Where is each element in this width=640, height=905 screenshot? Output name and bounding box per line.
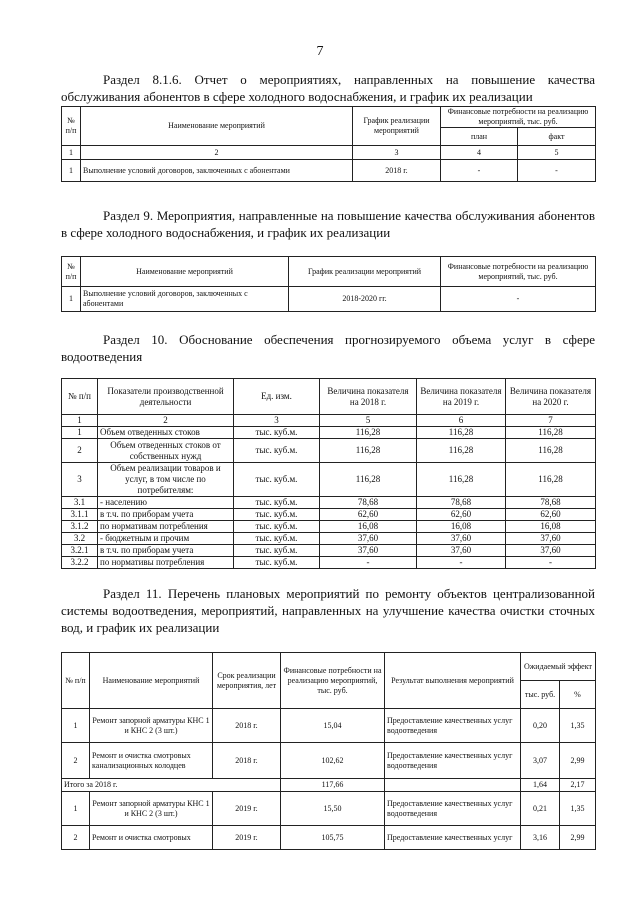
table-row — [62, 545, 596, 557]
cell-2018: 16,08 — [320, 521, 417, 533]
cell-term: 2019 г. — [213, 826, 281, 850]
cell-num: 1 — [62, 287, 81, 312]
table-8-1-6 — [61, 106, 596, 182]
col-num-header: № п/п — [62, 257, 81, 287]
cell-unit: тыс. куб.м. — [234, 497, 320, 509]
cell-2020: 116,28 — [506, 427, 596, 439]
table-row — [62, 743, 596, 779]
cell-total-rub: 1,64 — [521, 779, 560, 792]
cell-result: Предоставление качественных услуг — [385, 826, 521, 850]
cell-2019: 37,60 — [417, 545, 506, 557]
cell-pct: 2,99 — [560, 743, 596, 779]
cell-2020: 78,68 — [506, 497, 596, 509]
cell-pct: 2,99 — [560, 826, 596, 850]
cell-2019: - — [417, 557, 506, 569]
cell-name: Объем отведенных стоков от собственных нужд — [98, 439, 234, 463]
cell-name: - бюджетным и прочим — [98, 533, 234, 545]
cell-2019: 116,28 — [417, 439, 506, 463]
section-9-heading: Раздел 9. Мероприятия, направленные на повышение качества обслуживания абонентов в сфере холодного водоснабжения, и график их реализации — [61, 208, 595, 240]
cell-fact: - — [518, 160, 596, 182]
cell-num: 3.2.1 — [62, 545, 98, 557]
cell-name: по нормативы потребления — [98, 557, 234, 569]
col-fin-header: Финансовые потребности на реализацию мероприятий, тыс. руб. — [441, 257, 596, 287]
cell-fin: 15,50 — [281, 792, 385, 826]
table-9 — [61, 256, 596, 312]
cell-2018: 116,28 — [320, 439, 417, 463]
section-10-heading: Раздел 10. Обоснование обеспечения прогнозируемого объема услуг в сфере водоотведения — [61, 332, 595, 364]
col-effect-header: Ожидаемый эффект — [521, 653, 596, 681]
cell-pct: 1,35 — [560, 709, 596, 743]
col-name-header: Наименование мероприятий — [81, 257, 289, 287]
col-schedule-header: График реализации мероприятий — [289, 257, 441, 287]
table-row — [62, 287, 596, 312]
cell-total-result — [385, 779, 521, 792]
table-row — [62, 826, 596, 850]
table-row — [62, 427, 596, 439]
table-total-row — [62, 779, 596, 792]
col-name-header: Наименование мероприятий — [90, 653, 213, 709]
col-pct-header: % — [560, 681, 596, 709]
cell-num: 1 — [62, 160, 81, 182]
cell-name: Объем отведенных стоков — [98, 427, 234, 439]
cell-2018: 62,60 — [320, 509, 417, 521]
cell-name: Выполнение условий договоров, заключенных с абонентами — [81, 287, 289, 312]
cell-num: 2 — [62, 439, 98, 463]
col-unit-header: Ед. изм. — [234, 379, 320, 415]
cell-schedule: 2018-2020 гг. — [289, 287, 441, 312]
cell-rub: 0,21 — [521, 792, 560, 826]
cell-2020: 62,60 — [506, 509, 596, 521]
cell-unit: тыс. куб.м. — [234, 439, 320, 463]
cell-term: 2019 г. — [213, 792, 281, 826]
col-fact-header: факт — [518, 128, 596, 146]
cell-num: 2 — [62, 743, 90, 779]
cell-2019: 116,28 — [417, 427, 506, 439]
cell-total-pct: 2,17 — [560, 779, 596, 792]
cell-name: Ремонт запорной арматуры КНС 1 и КНС 2 (3 шт.) — [90, 709, 213, 743]
cell-2020: - — [506, 557, 596, 569]
cell-fin: 102,62 — [281, 743, 385, 779]
table-row — [62, 557, 596, 569]
table-row — [62, 533, 596, 545]
cell-unit: тыс. куб.м. — [234, 533, 320, 545]
cell-2018: 78,68 — [320, 497, 417, 509]
cell-name: Выполнение условий договоров, заключенных с абонентами — [81, 160, 353, 182]
cell-fin: 105,75 — [281, 826, 385, 850]
index-cell: 3 — [234, 415, 320, 427]
cell-result: Предоставление качественных услуг водоотведения — [385, 709, 521, 743]
table-10 — [61, 378, 596, 569]
cell-num: 3.2.2 — [62, 557, 98, 569]
cell-schedule: 2018 г. — [353, 160, 441, 182]
cell-num: 3.2 — [62, 533, 98, 545]
col-schedule-header: График реализации мероприятий — [353, 107, 441, 146]
cell-num: 3.1 — [62, 497, 98, 509]
cell-fin: 15,04 — [281, 709, 385, 743]
col-term-header: Срок реализации мероприятия, лет — [213, 653, 281, 709]
index-cell: 3 — [353, 146, 441, 160]
cell-result: Предоставление качественных услуг водоотведения — [385, 743, 521, 779]
cell-2019: 62,60 — [417, 509, 506, 521]
cell-name: Ремонт запорной арматуры КНС 1 и КНС 2 (3 шт.) — [90, 792, 213, 826]
table-row — [62, 497, 596, 509]
table-row — [62, 160, 596, 182]
cell-2019: 16,08 — [417, 521, 506, 533]
index-cell: 1 — [62, 146, 81, 160]
col-fin-header: Финансовые потребности на реализацию мероприятий, тыс. руб. — [441, 107, 596, 128]
col-name-header: Наименование мероприятий — [81, 107, 353, 146]
cell-2018: - — [320, 557, 417, 569]
cell-unit: тыс. куб.м. — [234, 557, 320, 569]
cell-2020: 116,28 — [506, 463, 596, 497]
cell-2020: 37,60 — [506, 533, 596, 545]
cell-2019: 78,68 — [417, 497, 506, 509]
col-indicator-header: Показатели производственной деятельности — [98, 379, 234, 415]
cell-unit: тыс. куб.м. — [234, 427, 320, 439]
index-cell: 7 — [506, 415, 596, 427]
cell-num: 3.1.1 — [62, 509, 98, 521]
cell-num: 3 — [62, 463, 98, 497]
cell-unit: тыс. куб.м. — [234, 463, 320, 497]
cell-unit: тыс. куб.м. — [234, 545, 320, 557]
cell-num: 1 — [62, 709, 90, 743]
index-cell: 6 — [417, 415, 506, 427]
cell-unit: тыс. куб.м. — [234, 521, 320, 533]
page-number: 7 — [316, 44, 324, 59]
cell-name: в т.ч. по приборам учета — [98, 509, 234, 521]
table-row — [62, 509, 596, 521]
col-plan-header: план — [441, 128, 518, 146]
index-cell: 2 — [81, 146, 353, 160]
col-2019-header: Величина показателя на 2019 г. — [417, 379, 506, 415]
cell-fin: - — [441, 287, 596, 312]
index-cell: 5 — [320, 415, 417, 427]
cell-2018: 116,28 — [320, 427, 417, 439]
cell-rub: 3,07 — [521, 743, 560, 779]
table-row — [62, 463, 596, 497]
cell-2019: 37,60 — [417, 533, 506, 545]
cell-2020: 116,28 — [506, 439, 596, 463]
cell-total-fin: 117,66 — [281, 779, 385, 792]
col-2018-header: Величина показателя на 2018 г. — [320, 379, 417, 415]
table-row — [62, 792, 596, 826]
index-cell: 1 — [62, 415, 98, 427]
cell-2019: 116,28 — [417, 463, 506, 497]
table-11 — [61, 652, 596, 850]
col-2020-header: Величина показателя на 2020 г. — [506, 379, 596, 415]
cell-2018: 116,28 — [320, 463, 417, 497]
cell-name: Объем реализации товаров и услуг, в том числе по потребителям: — [98, 463, 234, 497]
cell-name: по нормативам потребления — [98, 521, 234, 533]
col-fin-header: Финансовые потребности на реализацию мероприятий, тыс. руб. — [281, 653, 385, 709]
cell-unit: тыс. куб.м. — [234, 509, 320, 521]
col-num-header: № п/п — [62, 653, 90, 709]
col-num-header: № п/п — [62, 379, 98, 415]
index-cell: 2 — [98, 415, 234, 427]
cell-2020: 37,60 — [506, 545, 596, 557]
cell-num: 2 — [62, 826, 90, 850]
cell-name: Ремонт и очистка смотровых канализационных колодцев — [90, 743, 213, 779]
cell-total-label: Итого за 2018 г. — [62, 779, 281, 792]
section-8-1-6-heading: Раздел 8.1.6. Отчет о мероприятиях, направленных на повышение качества обслуживания абонентов в сфере холодного водоснабжения, и график их реализации — [61, 72, 595, 104]
cell-term: 2018 г. — [213, 709, 281, 743]
cell-2018: 37,60 — [320, 533, 417, 545]
col-rub-header: тыс. руб. — [521, 681, 560, 709]
cell-plan: - — [441, 160, 518, 182]
index-cell: 5 — [518, 146, 596, 160]
cell-rub: 0,20 — [521, 709, 560, 743]
table-row — [62, 521, 596, 533]
col-num-header: № п/п — [62, 107, 81, 146]
cell-name: Ремонт и очистка смотровых — [90, 826, 213, 850]
cell-pct: 1,35 — [560, 792, 596, 826]
table-row — [62, 439, 596, 463]
cell-name: - населению — [98, 497, 234, 509]
table-row — [62, 709, 596, 743]
cell-name: в т.ч. по приборам учета — [98, 545, 234, 557]
cell-rub: 3,16 — [521, 826, 560, 850]
col-result-header: Результат выполнения мероприятий — [385, 653, 521, 709]
section-11-heading: Раздел 11. Перечень плановых мероприятий по ремонту объектов централизованной системы водоотведения, мероприятий, направленных на улучшение качества очистки сточных вод, и график их реализации — [61, 586, 595, 635]
cell-num: 1 — [62, 792, 90, 826]
index-cell: 4 — [441, 146, 518, 160]
cell-2018: 37,60 — [320, 545, 417, 557]
cell-term: 2018 г. — [213, 743, 281, 779]
cell-result: Предоставление качественных услуг водоотведения — [385, 792, 521, 826]
cell-2020: 16,08 — [506, 521, 596, 533]
cell-num: 3.1.2 — [62, 521, 98, 533]
cell-num: 1 — [62, 427, 98, 439]
